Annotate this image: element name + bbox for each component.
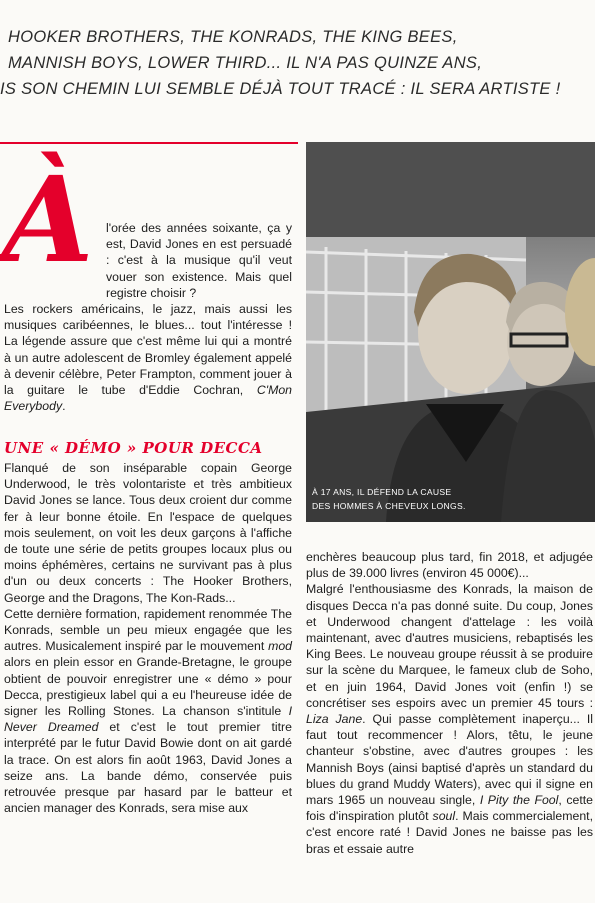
- king-bees-text-d: . Mais commercialement, c'est encore raté ! David Jones ne baisse pas les bras et essaie autre: [306, 809, 593, 856]
- konrads-text-c: et c'est le tout premier titre interprété par le futur David Bowie dont on ait gardé la trace. On est alors fin août 1963, David Jones a seize ans. La bande démo, conservée puis retrouvée presque par hasard par le batteur et ancien manager des Konrads, sera mise aux: [4, 720, 292, 816]
- paragraph-opening-end: .: [62, 399, 66, 414]
- paragraph-king-bees: [306, 581, 593, 856]
- band-photo: [306, 142, 595, 522]
- song-title-cmon-everybody: C'Mon Everybody: [4, 383, 292, 414]
- drop-cap: À: [2, 150, 94, 289]
- paragraph-opening: [4, 301, 292, 414]
- song-title-i-pity-the-fool: I Pity the Fool: [479, 793, 559, 808]
- mod-term: mod: [268, 639, 292, 654]
- section-heading: UNE « DÉMO » POUR DECCA: [4, 439, 263, 457]
- paragraph-auction: enchères beaucoup plus tard, fin 2018, et adjugée plus de 39.000 livres (environ 45 000€)...: [306, 550, 593, 581]
- intro-line-1: HOOKER BROTHERS, THE KONRADS, THE KING BEES,: [8, 28, 458, 46]
- paragraph-opening-indented: l'orée des années soixante, ça y est, David Jones en est persuadé : c'est à la musique qu'il veut vouer son existence. Mais quel registre choisir ?: [106, 221, 292, 300]
- konrads-text-b: alors en plein essor en Grande-Bretagne, le groupe obtient de pouvoir enregistrer une « démo » pour Decca, prestigieux label qui a eu l'heureuse idée de signer les Rolling Stones. La chanson s'intitule: [4, 655, 292, 719]
- right-column-body: [306, 549, 593, 857]
- paragraph-underwood: Flanqué de son inséparable copain George Underwood, le très volontariste et très ambitieux David Jones se lance. Tous deux croient dur comme fer à leur bonne étoile. En l'espace de quelques mois seulement, on voit les deux garçons à l'affiche de toute une série de petits groupes locaux plus ou moins éphémères, certains ne survivant pas à plus d'un ou deux concerts : The Hooker Brothers, George and the Dragons, The Kon-Rads...: [4, 461, 292, 605]
- intro-line-2: MANNISH BOYS, LOWER THIRD... IL N'A PAS QUINZE ANS,: [8, 54, 483, 72]
- caption-line-2: DES HOMMES À CHEVEUX LONGS.: [312, 501, 466, 511]
- intro-line-3: IS SON CHEMIN LUI SEMBLE DÉJÀ TOUT TRACÉ : IL SERA ARTISTE !: [0, 80, 561, 98]
- left-column-body: [4, 460, 292, 816]
- king-bees-text-c: , cette fois d'inspiration plutôt: [306, 793, 593, 824]
- king-bees-text-a: Malgré l'enthousiasme des Konrads, la maison de disques Decca n'a pas donné suite. Du coup, Jones et Underwood changent d'attelage : les voilà maintenant, avec d'autres musiciens, rebaptisés les King Bees. Le nouveau groupe réussit à se produire sur la scène du Marquee, le fameux club de Soho, et en juin 1964, David Jones voit (enfin !) se concrétiser ses espoirs avec un premier 45 tours :: [306, 582, 593, 710]
- photo-caption: [312, 485, 482, 513]
- paragraph-konrads: [4, 606, 292, 817]
- paragraph-opening-text: Les rockers américains, le jazz, mais aussi les musiques caribéennes, le blues... tout l'intéresse ! La légende assure que c'est même lui qui a montré à un autre adolescent de Bromley également appelé à devenir célèbre, Peter Frampton, comment jouer à la guitare le tube d'Eddie Cochran,: [4, 302, 292, 398]
- band-photo-illustration: [306, 142, 595, 522]
- section-divider: [0, 142, 298, 144]
- song-title-liza-jane: Liza Jane: [306, 712, 363, 727]
- soul-term: soul: [432, 809, 456, 824]
- king-bees-text-b: . Qui passe complètement inaperçu... Il faut tout recommencer ! Alors, têtu, le jeune chanteur s'obstine, avec d'autres groupes : les Mannish Boys (ainsi baptisé d'après un standard du blues du grand Muddy Waters), avec qui il signe en mars 1965 un nouveau single,: [306, 712, 593, 808]
- caption-line-1: À 17 ANS, IL DÉFEND LA CAUSE: [312, 487, 452, 497]
- song-title-i-never-dreamed: I Never Dreamed: [4, 704, 292, 735]
- intro-block: [0, 24, 595, 102]
- konrads-text-a: Cette dernière formation, rapidement renommée The Konrads, semble un peu mieux engagée que les autres. Musicalement inspiré par le mouvement: [4, 606, 292, 654]
